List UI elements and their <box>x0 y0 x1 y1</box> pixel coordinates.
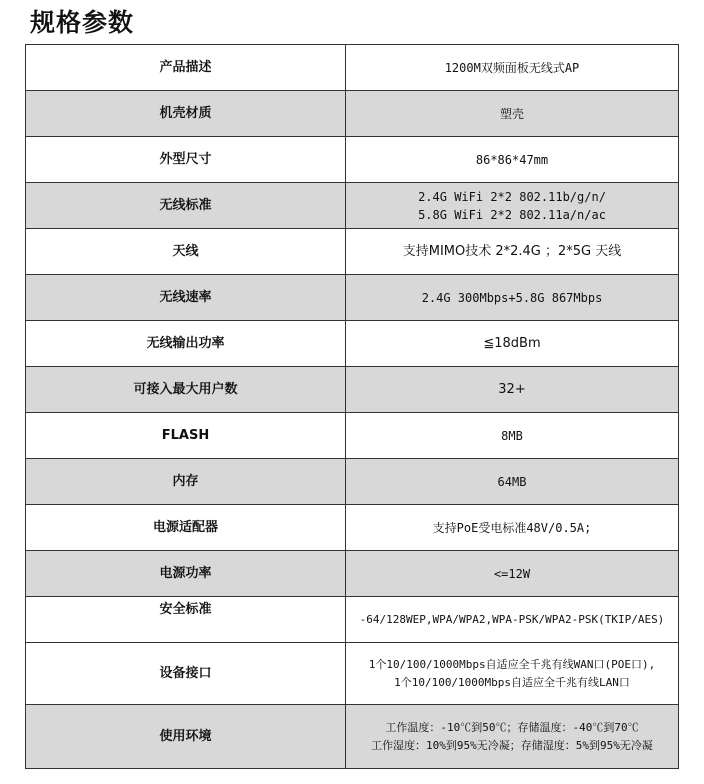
table-row <box>26 505 679 551</box>
table-row <box>26 643 679 705</box>
row-value: ≦18dBm <box>346 321 679 367</box>
row-label: 无线速率 <box>26 275 346 321</box>
row-value: 32+ <box>346 367 679 413</box>
row-value: 64MB <box>346 459 679 505</box>
table-row <box>26 367 679 413</box>
table-row <box>26 229 679 275</box>
table-row <box>26 551 679 597</box>
row-value: 支持PoE受电标准48V/0.5A; <box>346 505 679 551</box>
row-label: FLASH <box>26 413 346 459</box>
row-value: 2.4G WiFi 2*2 802.11b/g/n/ 5.8G WiFi 2*2 802.11a/n/ac <box>346 183 679 229</box>
row-label: 可接入最大用户数 <box>26 367 346 413</box>
table-row <box>26 597 679 643</box>
row-label: 电源功率 <box>26 551 346 597</box>
row-value: -64/128WEP,WPA/WPA2,WPA-PSK/WPA2-PSK(TKIP/AES) <box>346 597 679 643</box>
row-label: 产品描述 <box>26 45 346 91</box>
row-label: 无线标准 <box>26 183 346 229</box>
table-row <box>26 275 679 321</box>
row-label: 内存 <box>26 459 346 505</box>
page-title: 规格参数 <box>30 8 135 37</box>
row-value: 86*86*47mm <box>346 137 679 183</box>
table-row <box>26 91 679 137</box>
row-label: 外型尺寸 <box>26 137 346 183</box>
table-row <box>26 321 679 367</box>
table-row <box>26 137 679 183</box>
row-value: <=12W <box>346 551 679 597</box>
table-row <box>26 413 679 459</box>
row-value: 支持MIMO技术 2*2.4G ；2*5G 天线 <box>346 229 679 275</box>
row-label: 天线 <box>26 229 346 275</box>
row-label: 电源适配器 <box>26 505 346 551</box>
table-row <box>26 459 679 505</box>
table-row <box>26 183 679 229</box>
row-value: 工作温度：-10℃到50℃；存储温度：-40℃到70℃ 工作湿度：10%到95%无冷凝；存储湿度：5%到95%无冷凝 <box>346 705 679 769</box>
row-label: 安全标准 <box>26 597 346 643</box>
row-value: 2.4G 300Mbps+5.8G 867Mbps <box>346 275 679 321</box>
table-row <box>26 45 679 91</box>
row-value: 1200M双频面板无线式AP <box>346 45 679 91</box>
row-label: 使用环境 <box>26 705 346 769</box>
row-value: 塑壳 <box>346 91 679 137</box>
row-value: 1个10/100/1000Mbps自适应全千兆有线WAN口(POE口), 1个10/100/1000Mbps自适应全千兆有线LAN口 <box>346 643 679 705</box>
spec-table <box>25 44 679 769</box>
row-value: 8MB <box>346 413 679 459</box>
table-row <box>26 705 679 769</box>
row-label: 机壳材质 <box>26 91 346 137</box>
row-label: 无线输出功率 <box>26 321 346 367</box>
row-label: 设备接口 <box>26 643 346 705</box>
